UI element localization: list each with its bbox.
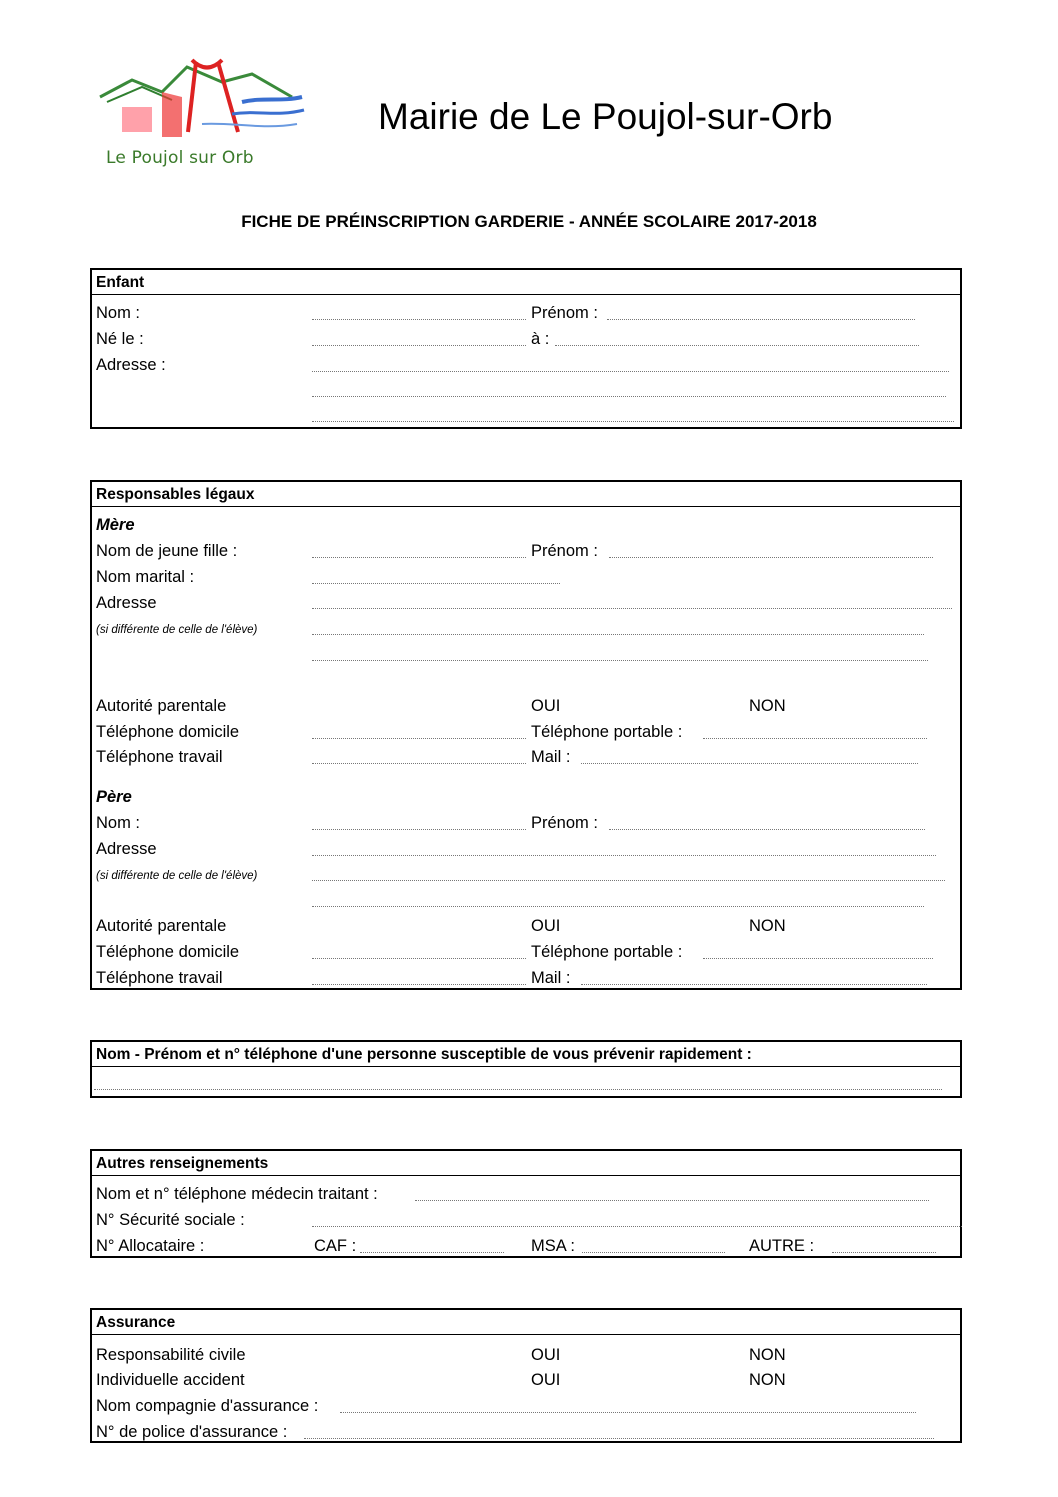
field-pere-mail[interactable] <box>581 984 927 985</box>
field-adresse-3[interactable] <box>312 421 954 422</box>
label-secu: N° Sécurité sociale : <box>96 1211 245 1229</box>
field-pere-nom[interactable] <box>312 829 526 830</box>
municipal-logo <box>92 52 314 174</box>
subsection-pere: Père <box>96 788 132 806</box>
label-indiv-accident: Individuelle accident <box>96 1371 245 1389</box>
field-nom-jeune-fille[interactable] <box>312 557 526 558</box>
label-pere-mail: Mail : <box>531 969 571 987</box>
field-mere-tel-portable[interactable] <box>703 738 927 739</box>
field-autre[interactable] <box>832 1252 936 1253</box>
label-nom-jeune-fille: Nom de jeune fille : <box>96 542 238 560</box>
section-title: Nom - Prénom et n° téléphone d'une personne susceptible de vous prévenir rapidement : <box>92 1042 960 1067</box>
field-lieu-naissance[interactable] <box>555 345 919 346</box>
option-mere-oui[interactable]: OUI <box>531 697 561 715</box>
section-responsables <box>90 480 962 990</box>
field-mere-tel-travail[interactable] <box>312 763 526 764</box>
label-pere-prenom: Prénom : <box>531 814 598 832</box>
field-mere-adresse-1[interactable] <box>312 608 952 609</box>
section-title: Autres renseignements <box>92 1151 960 1176</box>
label-prenom: Prénom : <box>531 304 598 322</box>
field-date-naissance[interactable] <box>312 345 526 346</box>
option-rc-oui[interactable]: OUI <box>531 1346 561 1364</box>
option-pere-oui[interactable]: OUI <box>531 917 561 935</box>
town-hall-name: Mairie de Le Poujol-sur-Orb <box>378 96 833 137</box>
field-pere-adresse-1[interactable] <box>312 855 936 856</box>
field-pere-tel-domicile[interactable] <box>312 958 526 959</box>
field-contact-urgence[interactable] <box>94 1089 942 1090</box>
section-enfant <box>90 268 962 429</box>
label-medecin: Nom et n° téléphone médecin traitant : <box>96 1185 378 1203</box>
label-allocataire: N° Allocataire : <box>96 1237 205 1255</box>
label-pere-nom: Nom : <box>96 814 141 832</box>
label-mere-tel-domicile: Téléphone domicile <box>96 723 240 741</box>
form-title: FICHE DE PRÉINSCRIPTION GARDERIE - ANNÉE SCOLAIRE 2017-2018 <box>241 212 817 231</box>
section-assurance <box>90 1308 962 1443</box>
label-resp-civile: Responsabilité civile <box>96 1346 246 1364</box>
field-prenom[interactable] <box>607 319 915 320</box>
label-msa: MSA : <box>531 1237 576 1255</box>
field-mere-adresse-2[interactable] <box>312 634 924 635</box>
label-mere-mail: Mail : <box>531 748 571 766</box>
field-compagnie[interactable] <box>340 1412 916 1413</box>
field-nom-marital[interactable] <box>312 583 560 584</box>
label-mere-autorite: Autorité parentale <box>96 697 227 715</box>
option-mere-non[interactable]: NON <box>749 697 786 715</box>
field-msa[interactable] <box>582 1252 725 1253</box>
field-police[interactable] <box>304 1438 934 1439</box>
field-nom[interactable] <box>312 319 526 320</box>
field-pere-tel-portable[interactable] <box>703 958 933 959</box>
field-caf[interactable] <box>360 1252 504 1253</box>
field-mere-tel-domicile[interactable] <box>312 738 526 739</box>
field-adresse-2[interactable] <box>312 396 946 397</box>
label-nom-marital: Nom marital : <box>96 568 195 586</box>
label-lieu: à : <box>531 330 550 348</box>
option-ia-oui[interactable]: OUI <box>531 1371 561 1389</box>
field-adresse-1[interactable] <box>312 371 949 372</box>
field-pere-adresse-3[interactable] <box>312 906 924 907</box>
section-contact-urgence <box>90 1040 962 1098</box>
option-ia-non[interactable]: NON <box>749 1371 786 1389</box>
subsection-mere: Mère <box>96 516 135 534</box>
field-secu[interactable] <box>312 1226 962 1227</box>
label-pere-tel-domicile: Téléphone domicile <box>96 943 240 961</box>
label-mere-adresse: Adresse <box>96 594 157 612</box>
label-mere-prenom: Prénom : <box>531 542 598 560</box>
section-title: Assurance <box>92 1310 960 1335</box>
label-pere-adresse: Adresse <box>96 840 157 858</box>
field-mere-prenom[interactable] <box>609 557 933 558</box>
label-pere-autorite: Autorité parentale <box>96 917 227 935</box>
label-compagnie: Nom compagnie d'assurance : <box>96 1397 319 1415</box>
label-autre: AUTRE : <box>749 1237 815 1255</box>
section-title: Enfant <box>92 270 960 295</box>
field-pere-adresse-2[interactable] <box>312 880 945 881</box>
field-pere-tel-travail[interactable] <box>312 984 526 985</box>
label-police: N° de police d'assurance : <box>96 1423 288 1441</box>
label-pere-tel-portable: Téléphone portable : <box>531 943 683 961</box>
field-medecin[interactable] <box>415 1200 929 1201</box>
section-title: Responsables légaux <box>92 482 960 507</box>
label-pere-tel-travail: Téléphone travail <box>96 969 223 987</box>
section-autres <box>90 1149 962 1258</box>
logo-text: Le Poujol sur Orb <box>106 148 254 168</box>
field-mere-adresse-3[interactable] <box>312 660 928 661</box>
option-pere-non[interactable]: NON <box>749 917 786 935</box>
field-pere-prenom[interactable] <box>609 829 925 830</box>
label-adresse: Adresse : <box>96 356 166 374</box>
label-caf: CAF : <box>314 1237 357 1255</box>
label-nom: Nom : <box>96 304 141 322</box>
option-rc-non[interactable]: NON <box>749 1346 786 1364</box>
label-mere-tel-travail: Téléphone travail <box>96 748 223 766</box>
field-mere-mail[interactable] <box>581 763 918 764</box>
note-mere-adresse: (si différente de celle de l'élève) <box>96 624 258 636</box>
label-mere-tel-portable: Téléphone portable : <box>531 723 683 741</box>
note-pere-adresse: (si différente de celle de l'élève) <box>96 870 258 882</box>
label-ne-le: Né le : <box>96 330 144 348</box>
